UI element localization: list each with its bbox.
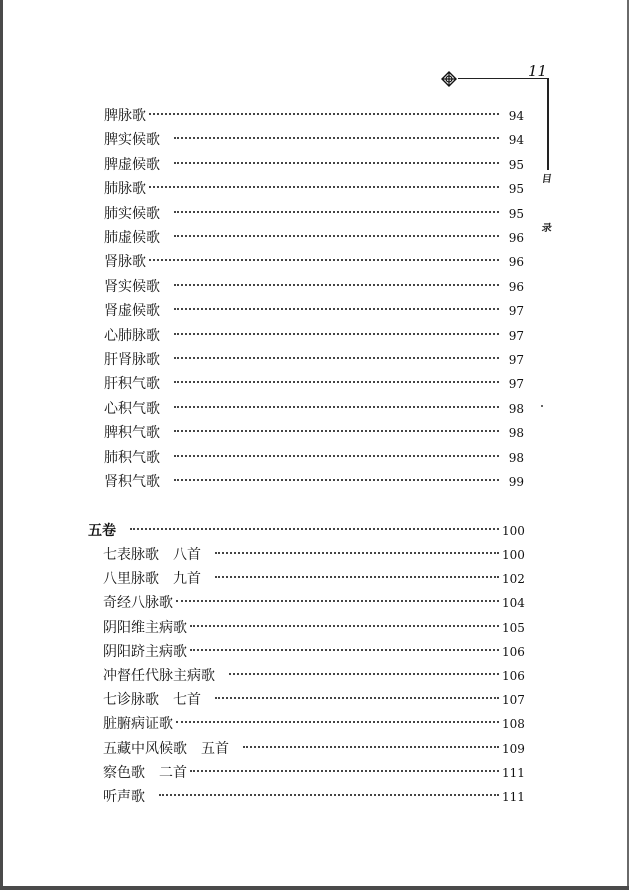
toc-entry-page-number: 95 <box>508 206 524 221</box>
toc-entry-page-number: 107 <box>502 693 525 708</box>
toc-entry-page-number: 108 <box>502 717 525 732</box>
dot-leader <box>174 119 499 139</box>
toc-entry-page-number: 111 <box>502 765 525 780</box>
chapter-title: 五卷 <box>88 523 116 539</box>
dot-leader <box>174 315 499 335</box>
toc-entry-title: 阴阳跻主病歌 <box>103 643 187 660</box>
toc-entry-title: 阴阳维主病歌 <box>103 619 187 636</box>
toc-entry-title: 脾积气歌 <box>104 425 160 442</box>
page-number: 11 <box>528 62 548 80</box>
dot-leader <box>174 461 499 481</box>
header-side-rule <box>547 78 549 170</box>
toc-entry-title: 肝肾脉歌 <box>104 352 160 368</box>
dot-leader <box>174 290 499 310</box>
dot-leader <box>215 558 499 578</box>
toc-entry-page-number: 106 <box>502 669 525 683</box>
toc-entry-page-number: 105 <box>502 620 525 635</box>
toc-entry-title: 七表脉歌 八首 <box>103 547 201 563</box>
dot-leader <box>149 241 499 261</box>
dot-leader <box>174 437 499 457</box>
toc-entry-title: 奇经八脉歌 <box>103 595 173 612</box>
toc-entry-page-number: 95 <box>508 157 524 172</box>
toc-entry-page-number: 94 <box>508 133 524 148</box>
toc-entry-title: 肝积气歌 <box>104 376 160 393</box>
toc-entry-page-number: 97 <box>508 377 524 392</box>
toc-entry-page-number: 102 <box>502 572 525 587</box>
toc-entry-page-number: 97 <box>508 304 524 319</box>
toc-entry-title: 八里脉歌 九首 <box>103 571 201 588</box>
toc-entry-title: 肺虚候歌 <box>104 230 160 246</box>
dot-leader <box>176 703 499 723</box>
toc-entry-page-number: 95 <box>508 182 524 197</box>
toc-entry-page-number: 97 <box>508 328 524 343</box>
toc-entry-title: 肺脉歌 <box>104 181 146 198</box>
toc-entry-page-number: 104 <box>502 596 525 611</box>
dot-leader <box>174 266 499 286</box>
dot-leader <box>176 582 499 602</box>
toc-entry-title: 脾实候歌 <box>104 132 160 149</box>
dot-leader <box>243 728 499 748</box>
toc-entry <box>103 781 524 806</box>
toc-entry-title: 七诊脉歌 七首 <box>103 692 201 709</box>
dot-leader <box>215 679 499 699</box>
toc-entry-title: 肾积气歌 <box>104 474 160 490</box>
toc-entry-page-number: 97 <box>508 353 524 367</box>
toc-entry-page-number: 98 <box>508 426 524 441</box>
side-label-mu: 目 <box>540 174 553 185</box>
dot-leader <box>190 607 499 627</box>
toc-entry <box>104 466 524 491</box>
diamond-ornament-icon <box>441 71 457 91</box>
dot-leader <box>130 510 499 530</box>
toc-entry-page-number: 98 <box>508 450 524 465</box>
toc-entry-page-number: 98 <box>508 401 524 416</box>
toc-entry-page-number: 94 <box>508 109 524 123</box>
toc-entry-title: 脾脉歌 <box>104 108 146 124</box>
dot-leader <box>174 363 499 383</box>
dot-leader <box>174 144 499 164</box>
toc-entry-title: 五藏中风候歌 五首 <box>103 740 229 757</box>
toc-entry-page-number: 96 <box>508 279 524 294</box>
dot-leader <box>149 168 499 188</box>
toc-entry-title: 察色歌 二首 <box>103 764 187 781</box>
toc-entry-page-number: 96 <box>508 255 524 270</box>
toc-entry-title: 肺实候歌 <box>104 205 160 222</box>
dot-leader <box>174 217 499 237</box>
dot-leader <box>190 631 499 651</box>
dot-leader <box>190 752 499 772</box>
toc-entry-page-number: 99 <box>508 475 524 489</box>
toc-entry-title: 冲督任代脉主病歌 <box>103 668 215 684</box>
dot-leader <box>215 534 499 554</box>
toc-entry-title: 脾虚候歌 <box>104 156 160 173</box>
page-border-left <box>0 0 3 890</box>
stray-dot <box>541 405 543 407</box>
dot-leader <box>174 412 499 432</box>
chapter-page-number: 100 <box>502 524 525 538</box>
page-border-bottom <box>0 886 629 890</box>
toc-entry-title: 肺积气歌 <box>104 449 160 466</box>
dot-leader <box>174 388 499 408</box>
side-label-lu: 录 <box>540 223 553 234</box>
dot-leader <box>149 95 499 115</box>
toc-entry-page-number: 109 <box>502 741 525 756</box>
dot-leader <box>174 339 499 359</box>
toc-entry-title: 肾虚候歌 <box>104 303 160 320</box>
dot-leader <box>174 193 499 213</box>
dot-leader <box>159 776 499 796</box>
toc-entry-title: 心肺脉歌 <box>104 327 160 344</box>
toc-entry-page-number: 106 <box>502 644 525 659</box>
toc-entry-title: 心积气歌 <box>104 400 160 417</box>
toc-entry-page-number: 96 <box>508 231 524 245</box>
toc-entry-title: 肾脉歌 <box>104 254 146 271</box>
dot-leader <box>229 655 499 675</box>
toc-entry-title: 听声歌 <box>103 789 145 805</box>
toc-entry-title: 脏腑病证歌 <box>103 716 173 733</box>
toc-entry-page-number: 100 <box>502 548 525 562</box>
toc-entry-title: 肾实候歌 <box>104 278 160 295</box>
toc-entry-page-number: 111 <box>502 790 525 804</box>
